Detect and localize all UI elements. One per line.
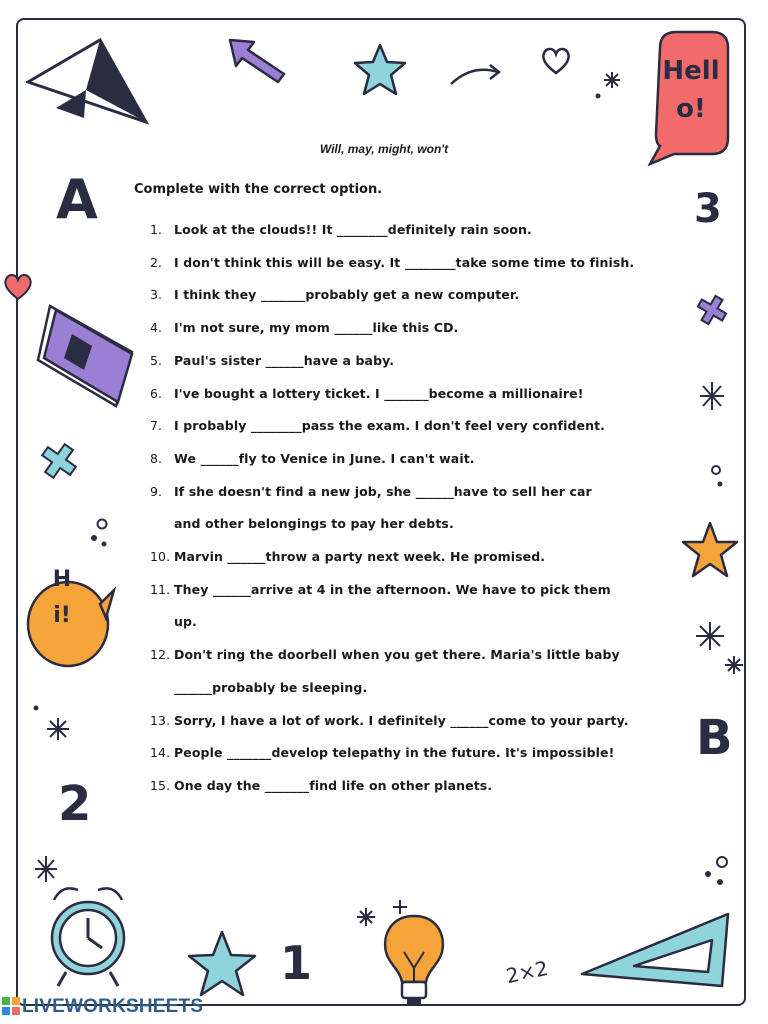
exercise-number: 4. — [150, 320, 163, 336]
exercise-text: People _______develop telepathy in the future. It's impossible! — [174, 745, 615, 761]
exercise-text: We ______fly to Venice in June. I can't wait. — [174, 450, 475, 466]
exercise-item — [150, 639, 650, 704]
exercise-item — [150, 705, 650, 738]
exercise-number: 10. — [150, 549, 171, 565]
exercise-item — [150, 312, 650, 345]
exercise-text: I think they _______probably get a new computer. — [174, 287, 520, 303]
exercise-text: If she doesn't find a new job, she ______have to sell her car — [174, 483, 592, 499]
plus-icon — [40, 442, 78, 480]
paper-plane-icon — [26, 38, 150, 126]
logo-icon — [2, 997, 20, 1015]
curved-arrow-icon — [448, 62, 504, 88]
exercise-item — [150, 378, 650, 411]
exercise-text: up. — [174, 614, 197, 630]
number-2-doodle: 2 — [58, 776, 92, 832]
exercise-text: They ______arrive at 4 in the afternoon. We have to pick them — [174, 581, 611, 597]
exercise-text: Sorry, I have a lot of work. I definitely ______come to your party. — [174, 712, 629, 728]
heart-outline-icon — [540, 46, 572, 76]
dots-icon — [84, 516, 110, 550]
math-note-doodle: 2×2 — [503, 955, 551, 989]
exercise-list — [150, 214, 650, 803]
star-icon — [186, 928, 258, 1000]
exercise-item — [150, 410, 650, 443]
exercise-item — [150, 279, 650, 312]
exercise-item — [150, 247, 650, 280]
hello-text: Hello! — [662, 56, 720, 124]
liveworksheets-logo — [2, 996, 203, 1018]
exercise-number: 6. — [150, 385, 163, 401]
logo-text: LIVEWORKSHEETS — [22, 996, 204, 1017]
exercise-item — [150, 737, 650, 770]
exercise-text: One day the _______find life on other planets. — [174, 777, 493, 793]
exercise-text: ______probably be sleeping. — [174, 679, 368, 695]
triangle-ruler-icon — [578, 910, 734, 990]
exercise-text: I don't think this will be easy. It ________take some time to finish. — [174, 254, 635, 270]
orange-star-icon — [680, 520, 740, 580]
exercise-number: 13. — [150, 712, 171, 728]
exercise-item — [150, 443, 650, 476]
hi-text: Hi! — [52, 567, 72, 628]
worksheet-title: Will, may, might, won't — [319, 142, 449, 156]
purple-book-icon — [36, 302, 136, 410]
heart-icon — [2, 272, 34, 302]
exercise-number: 1. — [150, 222, 163, 237]
exercise-text: Look at the clouds!! It ________definitely rain soon. — [174, 222, 532, 237]
number-1-doodle: 1 — [280, 936, 313, 990]
exercise-number: 8. — [150, 450, 163, 466]
arrow-up-left-icon — [228, 38, 288, 84]
sparkle-icon — [694, 620, 744, 680]
exercise-item — [150, 214, 650, 247]
exercise-number: 2. — [150, 254, 163, 270]
exercise-text: I probably ________pass the exam. I don't feel very confident. — [174, 418, 606, 434]
exercise-text: Don't ring the doorbell when you get there. Maria's little baby — [174, 647, 620, 663]
worksheet-instruction: Complete with the correct option. — [134, 182, 383, 197]
number-3-doodle: 3 — [694, 186, 722, 232]
exercise-text: Marvin ______throw a party next week. He promised. — [174, 549, 546, 565]
exercise-text: I've bought a lottery ticket. I _______become a millionaire! — [174, 385, 584, 401]
exercise-item — [150, 345, 650, 378]
alarm-clock-icon — [40, 878, 136, 990]
exercise-number: 15. — [150, 777, 171, 793]
light-bulb-icon — [376, 912, 452, 1012]
sparkle-icon — [592, 70, 626, 100]
letter-b-doodle: B — [696, 710, 733, 766]
exercise-item — [150, 574, 650, 639]
exercise-text: Paul's sister ______have a baby. — [174, 352, 395, 368]
dots-icon — [698, 852, 732, 888]
exercise-number: 12. — [150, 647, 171, 663]
plus-icon — [696, 294, 728, 326]
exercise-text: and other belongings to pay her debts. — [174, 516, 454, 532]
exercise-text: I'm not sure, my mom ______like this CD. — [174, 320, 459, 336]
exercise-number: 3. — [150, 287, 163, 303]
letter-a-doodle: A — [56, 168, 98, 231]
sparkle-icon — [30, 700, 74, 744]
exercise-item — [150, 541, 650, 574]
star-icon — [352, 42, 408, 98]
dots-icon — [706, 462, 730, 490]
exercise-number: 11. — [150, 581, 171, 597]
exercise-number: 14. — [150, 745, 171, 761]
exercise-item — [150, 476, 650, 541]
exercise-number: 9. — [150, 483, 163, 499]
sparkle-icon — [698, 380, 726, 412]
exercise-item — [150, 770, 650, 803]
hi-speech-bubble — [24, 560, 116, 676]
exercise-number: 5. — [150, 352, 163, 368]
exercise-number: 7. — [150, 418, 163, 434]
